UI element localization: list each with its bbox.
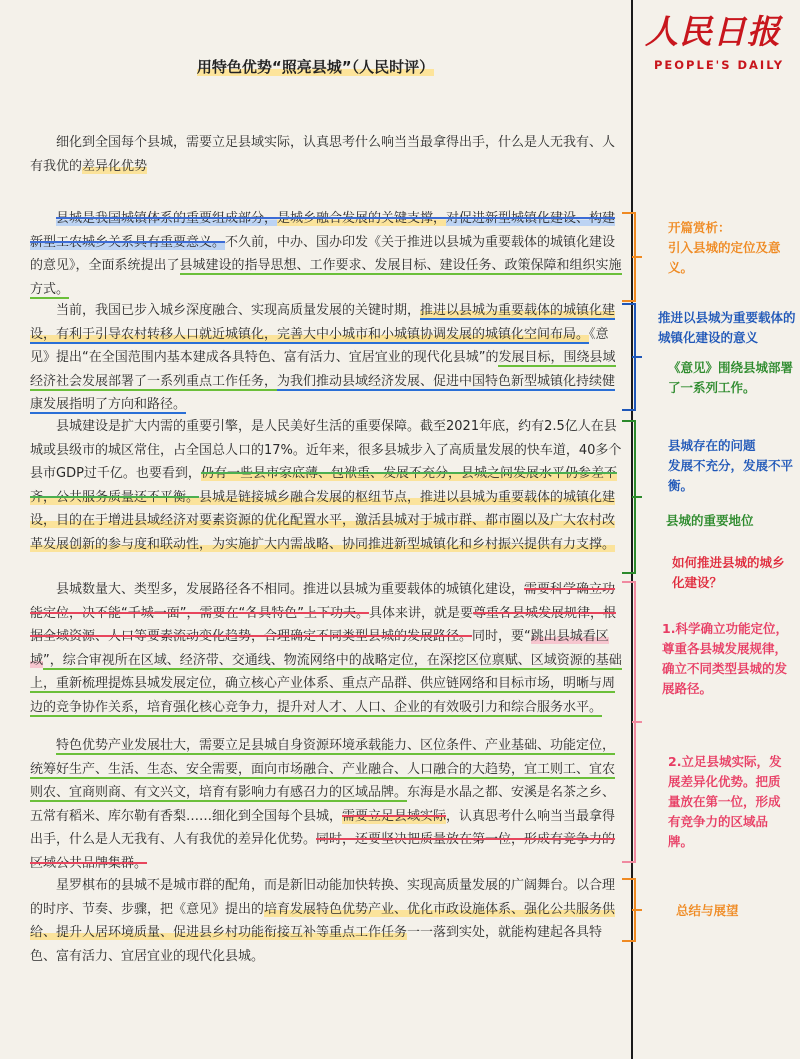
note-how-question: 如何推进县城的城乡化建设？: [672, 555, 785, 590]
bracket-problems: [622, 420, 636, 574]
paragraph-3: [30, 299, 622, 417]
paragraph-6: [30, 734, 622, 875]
paragraph-5: [30, 578, 622, 719]
p7-seg-1: 星罗棋布的县城不是城市群的配角，而是新旧动能加快转换、实现高质量发展的广阔舞台。以合理的时序、节奏、步骤，把《意见》提出的: [30, 878, 616, 917]
bracket-tick: [632, 721, 642, 723]
p3-seg-4: 发展目标，围绕县域经济社会发展部署了一系列重点工作任务，: [30, 350, 616, 389]
p2-seg-5: 县城建设的指导思想、工作要求、发展目标、建设任务、政策保障和组织实施方式。: [30, 258, 622, 297]
bracket-tick: [632, 356, 642, 358]
p2-seg-1: 县城是我国城镇体系的重要组成部分，: [56, 211, 278, 226]
note-opinion: 《意见》围绕县城部署了一系列工作。: [668, 360, 794, 395]
bracket-tick: [632, 496, 642, 498]
bracket-meaning: [622, 303, 636, 411]
p7-seg-2: 培育发展特色优势产业、优化市政设施体系、强化公共服务供给、提升人居环境质量、促进县乡村功能衔接互补等重点工作任务: [30, 901, 616, 940]
p6-seg-1: 特色优势产业发展壮大，需要立足县城自身资源环境承载能力、区位条件、产业基础、功能定位，统筹好生产、生活、生态、安全需要，面向市场融合、产业融合、人口融合的大趋势，宜工则工、宜农则农、宜商则商、有文兴文，培育有影响力有感召力的区域品牌。: [30, 738, 616, 800]
p2-seg-2: 是城乡融合发展的关键支撑，: [277, 211, 447, 226]
note-meaning: 推进以县城为重要载体的城镇化建设的意义: [658, 310, 796, 345]
p6-seg-2: 东海是水晶之都、安溪是名茶之乡、五常有稻米、库尔勒有香梨……细化到全国每个县城，: [30, 785, 616, 824]
p4-seg-3: 县城是链接城乡融合发展的枢纽节点，推进以县城为重要载体的城镇化建设，目的在于增进县域经济对要素资源的优化配置水平，激活县城对于城市群、都市圈以及广大农村改革发展创新的参与度和联动性，为实施扩大内需战略、协同推进新型城镇化和乡村振兴提供有力支撑。: [30, 489, 616, 552]
paragraph-2: [30, 207, 622, 301]
p5-seg-7: ”，综合审视所在区域、经济带、交通线、物流网络中的战略定位，在深挖区位禀赋、区域资源的基础上，重新梳理提炼县城发展定位，确立核心产业体系、重点产品群、供应链网络和目标市场，明晰与周边的竞争协作关系，培育强化核心竞争力，提升对人才、人口、企业的有效吸引力和综合服务水平。: [30, 652, 622, 715]
p7-seg-3: 一一落到实处，就能构建起各具特色、富有活力、宜居宜业的现代化县城。: [30, 925, 603, 964]
p2-seg-3: 对促进新型城镇化建设、构建新型工农城乡关系具有重要意义。: [30, 211, 616, 250]
note-point-1: 1.科学确立功能定位，尊重各县城发展规律，确立不同类型县城的发展路径。: [662, 621, 788, 696]
p5-seg-5: 同时，要“: [472, 629, 531, 644]
p4-seg-1: 县城建设是扩大内需的重要引擎，是人民美好生活的重要保障。截至2021年底，约有2.5亿人在县城或县级市的城区常住，占全国总人口的17%。近年来，很多县城步入了高质量发展的快车道，40多个县市GDP过千亿。也要看到，: [30, 419, 622, 481]
p5-seg-6: 跳出县城看区域: [30, 629, 609, 668]
p5-seg-3: 具体来讲，就是要: [368, 605, 473, 621]
note-problems: 县城存在的问题 发展不充分，发展不平衡。: [668, 438, 794, 493]
p1-text: 细化到全国每个县城，需要立足县域实际，认真思考什么响当当最拿得出手，什么是人无我有、人有我优的: [30, 135, 616, 174]
paragraph-7: [30, 874, 622, 968]
paragraph-4: [30, 415, 622, 556]
note-importance: 县城的重要地位: [666, 513, 754, 528]
note-point-2: 2.立足县城实际，发展差异化优势。把质量放在第一位，形成有竞争力的区域品牌。: [668, 754, 782, 849]
note-intro: 开篇赏析： 引入县城的定位及意义。: [668, 220, 781, 275]
bracket-summary: [622, 878, 636, 942]
p3-seg-5: 为我们推动县域经济发展、促进中国特色新型城镇化持续健康发展指明了方向和路径。: [30, 373, 616, 412]
p3-seg-3: 《意见》提出“在全国范围内基本建成各具特色、富有活力、宜居宜业的现代化县城”的: [30, 326, 609, 365]
p1-highlight: 差异化优势: [82, 158, 148, 174]
p2-seg-4: 不久前，中办、国办印发《关于推进以县城为重要载体的城镇化建设的意见》，全面系统提出了: [30, 234, 616, 273]
peoples-daily-logo: [638, 2, 800, 82]
note-summary: 总结与展望: [676, 903, 739, 918]
bracket-tick: [632, 256, 642, 258]
p6-seg-5: 同时，还要坚决把质量放在第一位，形成有竞争力的区域公共品牌集群。: [30, 832, 616, 871]
logo-chinese: 人民日报: [645, 12, 781, 51]
bracket-intro: [622, 212, 636, 302]
paragraph-intro: [30, 131, 622, 178]
p6-seg-3: 需要立足县域实际: [342, 808, 447, 824]
p5-seg-1: 县城数量大、类型多，发展路径各不相同。推进以县城为重要载体的城镇化建设，: [56, 582, 525, 597]
p3-seg-1: 当前，我国已步入城乡深度融合、实现高质量发展的关键时期，: [56, 303, 421, 318]
p5-seg-2: 需要科学确立功能定位，决不能“千城一面”，需要在“各具特色”上下功夫。: [30, 582, 616, 621]
article-title: [0, 56, 631, 77]
p3-seg-2: 推进以县城为重要载体的城镇化建设，有利于引导农村转移人口就近城镇化，完善大中小城市和小城镇协调发展的城镇化空间布局。: [30, 303, 616, 342]
logo-english: PEOPLE'S DAILY: [654, 58, 785, 72]
p5-seg-4: 尊重各县城发展规律，根据全域资源、人口等要素流动变化趋势，合理确定不同类型县城的发展路径。: [30, 605, 616, 644]
p4-seg-2: 仍有一些县市家底薄、包袱重、发展不充分，县城之间发展水平仍参差不齐，公共服务质量还不平衡。: [30, 466, 617, 505]
bracket-how: [622, 581, 636, 863]
article-title-text: 用特色优势“照亮县城”（人民时评）: [196, 58, 435, 76]
p6-seg-4: ，认真思考什么响当当最拿得出手，什么是人无我有、人有我优的差异化优势。: [30, 808, 616, 847]
bracket-tick: [632, 909, 642, 911]
